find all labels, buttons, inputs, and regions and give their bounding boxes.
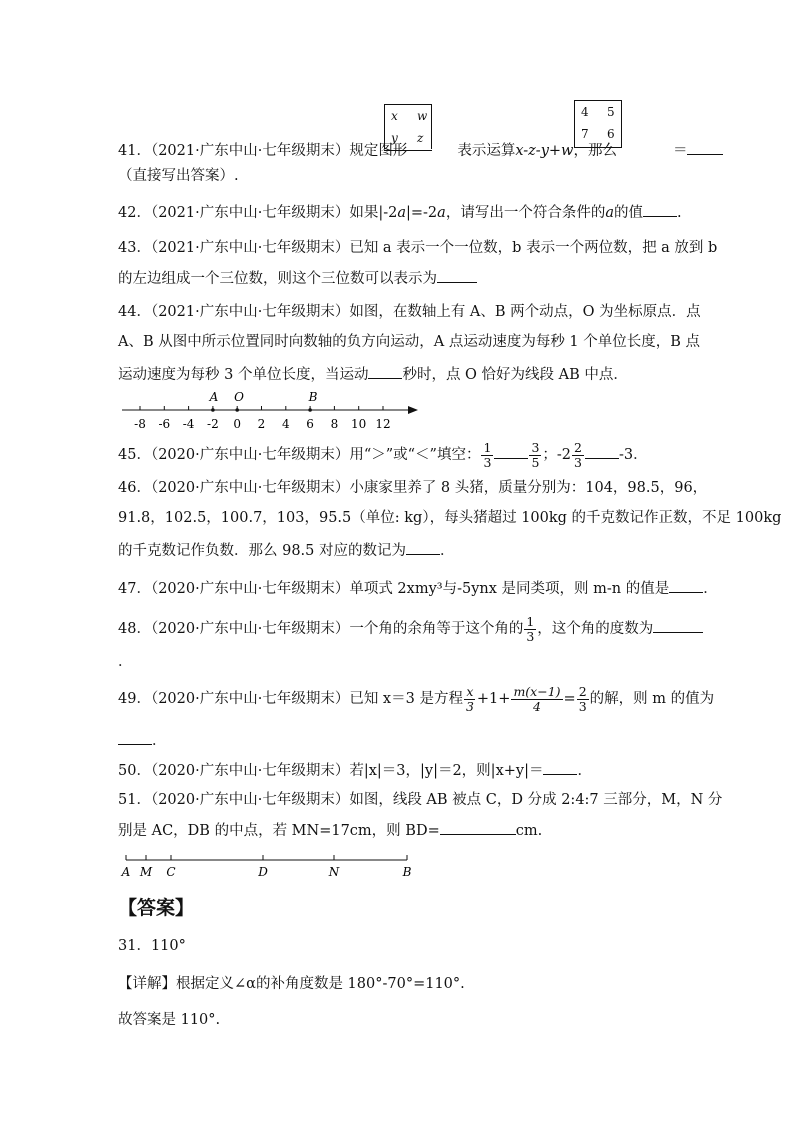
q46-line3	[118, 540, 455, 561]
q48-text1: 48．（2020·广东中山·七年级期末）一个角的余角等于这个角的	[118, 621, 524, 637]
frac-den: 3	[526, 628, 535, 644]
q45-frac1	[481, 441, 493, 470]
frac-num: 3	[531, 439, 540, 455]
q46-line2: 91.8，102.5，100.7，103，95.5（单位: kg），每头猪超过 100kg 的千克数记作正数，不足 100kg	[118, 510, 782, 526]
q51-segment-diagram	[118, 850, 418, 884]
frac-num: 1	[483, 439, 492, 455]
answer-detail: 【详解】根据定义∠α的补角度数是 180°-70°=110°.	[118, 976, 465, 992]
q49-frac2	[511, 685, 562, 714]
q46-line3-text: 的千克数记作负数．那么 98.5 对应的数记为	[118, 543, 407, 559]
q48-frac	[524, 615, 536, 644]
q51-answer-blank	[440, 820, 516, 835]
q48	[118, 614, 703, 644]
q41-prefix: 41．（2021·广东中山·七年级期末）规定图形	[118, 143, 408, 159]
q41-eq: ＝	[672, 143, 688, 159]
q43-line2	[118, 268, 477, 289]
grid1-cell-1: x	[391, 109, 398, 123]
q44-line3	[118, 364, 628, 385]
axis-tick-label: -6	[158, 417, 171, 431]
q47-text: 47．（2020·广东中山·七年级期末）单项式 2xmy³与-5ynx 是同类项，则 m-n 的值是	[118, 581, 670, 597]
q41-grid-4576	[574, 100, 622, 148]
frac-num: x	[466, 683, 474, 699]
q51-line2	[118, 820, 542, 841]
q46-end: ．	[440, 543, 455, 559]
q44-answer-blank	[368, 364, 402, 379]
q41-grid1-underline	[384, 150, 432, 151]
q49-frac1	[464, 685, 476, 714]
q51-line1: 51．（2020·广东中山·七年级期末）如图，线段 AB 被点 C，D 分成 2:4:7 三部分，M，N 分	[118, 792, 723, 808]
q41-mid: 表示运算	[457, 143, 516, 159]
q41-line2: （直接写出答案）.	[118, 168, 239, 184]
frac-den: 4	[533, 698, 541, 714]
q50-end: ．	[577, 763, 592, 779]
segment-point-label: D	[258, 865, 268, 879]
q42-answer-blank	[643, 202, 677, 217]
q42-text1: 42．（2021·广东中山·七年级期末）如果|-2	[118, 205, 398, 221]
q42-text4: 的值	[613, 205, 643, 221]
q45-neg: -2	[556, 447, 572, 463]
answer-heading: 【答案】	[118, 897, 195, 919]
q49-answer-blank	[118, 730, 152, 745]
q49-line2	[118, 730, 167, 751]
axis-arrow	[408, 406, 418, 414]
grid2-cell-4: 6	[607, 127, 615, 141]
q49-frac3	[577, 685, 589, 714]
frac-num: 2	[578, 683, 587, 699]
q41-mid2: ，那么	[573, 143, 617, 159]
point-b-label: B	[308, 390, 318, 404]
q44-line1: 44．（2021·广东中山·七年级期末）如图，在数轴上有 A、B 两个动点，O 为坐标原点．点	[118, 304, 701, 320]
q43-line2-text: 的左边组成一个三位数，则这个三位数可以表示为	[118, 271, 437, 287]
segment-point-label: N	[328, 865, 340, 879]
grid2-cell-2: 5	[607, 105, 615, 119]
grid2-cell-1: 4	[581, 105, 589, 119]
q42	[118, 202, 682, 223]
grid1-cell-3: y	[391, 131, 398, 145]
q45	[118, 440, 648, 470]
axis-tick-label: -2	[207, 417, 219, 431]
q48-answer-blank	[653, 618, 703, 633]
q50	[118, 760, 592, 781]
q45-prefix: 45．（2020·广东中山·七年级期末）用“＞”或“＜”填空：	[118, 447, 481, 463]
q51-line2a: 别是 AC，DB 的中点，若 MN=17cm，则 BD=	[118, 823, 440, 839]
axis-tick-label: 12	[375, 417, 391, 431]
q43-answer-blank	[437, 268, 477, 283]
point-a-label: A	[209, 390, 219, 404]
q42-text2: |=-2	[406, 205, 438, 221]
q51-line2b: cm.	[515, 823, 543, 839]
frac-num: 1	[526, 613, 535, 629]
q45-end: -3．	[618, 447, 648, 463]
axis-tick-label: 0	[233, 417, 242, 431]
axis-tick-label: 8	[330, 417, 339, 431]
frac-den: 3	[483, 454, 492, 470]
frac-den: 3	[578, 698, 587, 714]
point-b-dot	[308, 408, 312, 412]
q44-number-line	[118, 386, 428, 434]
axis-tick-label: -8	[134, 417, 146, 431]
frac-den: 3	[465, 698, 474, 714]
q50-text: 50．（2020·广东中山·七年级期末）若|x|＝3，|y|＝2，则|x+y|＝	[118, 763, 544, 779]
axis-tick-label: 2	[257, 417, 266, 431]
point-o-label: O	[234, 390, 244, 404]
frac-num: 2	[574, 439, 582, 455]
grid1-cell-2: w	[417, 109, 428, 123]
q42-var3: a	[605, 205, 614, 221]
q49-text1: 49．（2020·广东中山·七年级期末）已知 x＝3 是方程	[118, 691, 463, 707]
q49-end: ．	[152, 733, 167, 749]
point-o-dot	[235, 408, 239, 412]
q48-line2: ．	[118, 654, 133, 670]
axis-tick-label: 10	[351, 417, 367, 431]
grid1-cell-4: z	[417, 131, 424, 145]
q41-expr: x-z-y+w	[515, 143, 574, 159]
q45-frac3	[572, 441, 584, 470]
q42-end: .	[676, 205, 682, 221]
q50-answer-blank	[543, 760, 577, 775]
axis-tick-label: 4	[281, 417, 290, 431]
q49	[118, 682, 714, 716]
segment-point-label: M	[139, 865, 153, 879]
frac-num: m(x−1)	[513, 683, 561, 699]
q45-blank1	[494, 444, 528, 459]
q42-var2: a	[437, 205, 446, 221]
q47-answer-blank	[669, 578, 703, 593]
q42-text3: ，请写出一个符合条件的	[445, 205, 606, 221]
q45-frac2	[529, 441, 541, 470]
q44-line2: A、B 从图中所示位置同时向数轴的负方向运动，A 点运动速度为每秒 1 个单位长度，B 点	[118, 334, 701, 350]
answer-31: 31．110°	[118, 938, 186, 954]
q49-text2: 的解，则 m 的值为	[589, 691, 715, 707]
q41-answer-blank	[687, 140, 723, 155]
q47-end: ．	[703, 581, 718, 597]
answer-final: 故答案是 110°.	[118, 1012, 221, 1028]
q45-sep: ；	[542, 447, 557, 463]
axis-tick-label: 6	[306, 417, 314, 431]
q46-line1: 46．（2020·广东中山·七年级期末）小康家里养了 8 头猪，质量分别为：104，98.5，96，	[118, 480, 708, 496]
q41-grid-xywz	[384, 104, 432, 149]
segment-point-label: C	[166, 865, 176, 879]
grid2-cell-3: 7	[581, 127, 589, 141]
q44-line3a: 运动速度为每秒 3 个单位长度，当运动	[118, 367, 369, 383]
axis-tick-label: -4	[182, 417, 195, 431]
q46-answer-blank	[406, 540, 440, 555]
q49-eq: =	[563, 691, 576, 707]
q48-text2: ，这个角的度数为	[537, 621, 654, 637]
frac-den: 5	[531, 454, 540, 470]
q43-line1: 43．（2021·广东中山·七年级期末）已知 a 表示一个一位数，b 表示一个两位数，把 a 放到 b	[118, 240, 718, 256]
q45-blank2	[585, 444, 619, 459]
q44-line3b: 秒时，点 O 恰好为线段 AB 中点．	[402, 367, 628, 383]
point-a-dot	[211, 408, 215, 412]
q47	[118, 578, 718, 599]
frac-den: 3	[574, 454, 582, 470]
q42-var: a	[397, 205, 406, 221]
segment-point-label: B	[402, 865, 412, 879]
q49-plus: +1+	[476, 691, 511, 707]
segment-point-label: A	[121, 865, 131, 879]
